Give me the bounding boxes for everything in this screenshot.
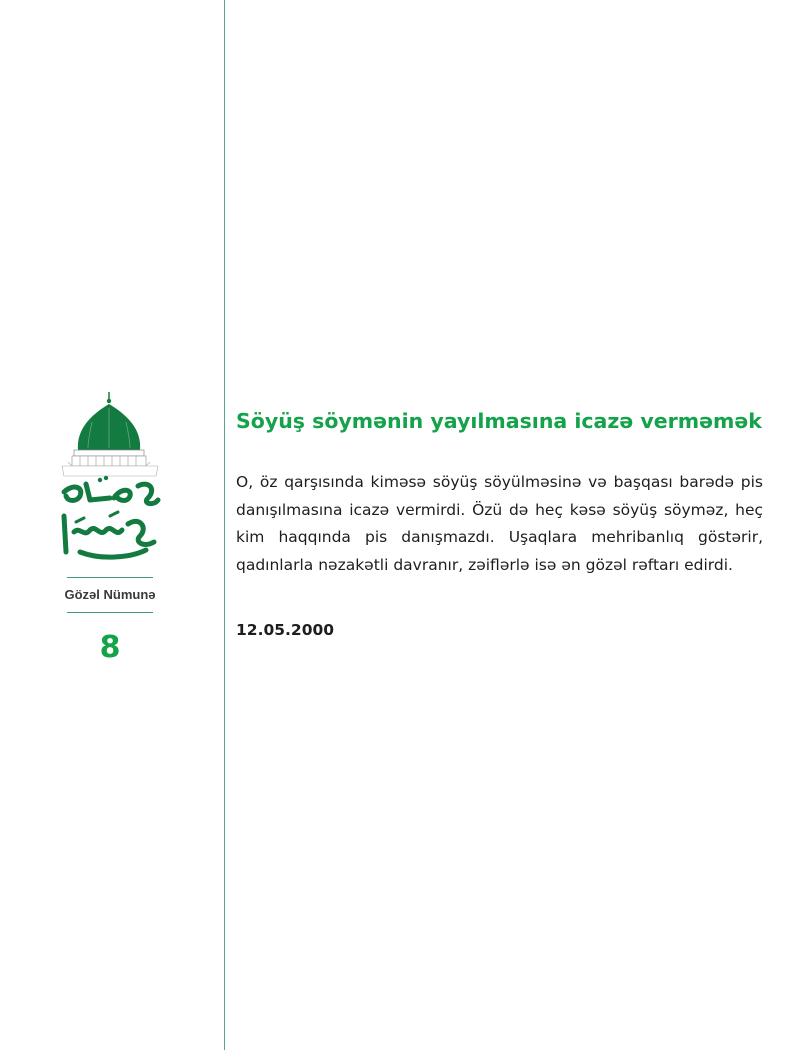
brand-name: Gözəl Nümunə	[64, 587, 156, 602]
brand-rule-bottom	[67, 612, 153, 613]
vertical-divider	[224, 0, 225, 1050]
article-date: 12.05.2000	[236, 621, 335, 639]
page-number: 8	[99, 630, 121, 665]
mosque-dome-icon	[50, 392, 170, 572]
brand-rule-top	[67, 577, 153, 578]
article-body: O, öz qarşısında kiməsə söyüş söyülməsinə və başqası barədə pis danışılmasına icazə vermirdi. Özü də heç kəsə söyüş söyməz, heç kim haqqında pis danışmazdı. Uşaqlara mehribanlıq göstərir, qadınlarla nəzakətli davranır, zəiflərlə isə ən gözəl rəftarı edirdi.	[236, 473, 763, 574]
mosque-dome-logo	[50, 392, 170, 572]
article-title: Söyüş söymənin yayılmasına icazə verməmək	[236, 409, 762, 433]
